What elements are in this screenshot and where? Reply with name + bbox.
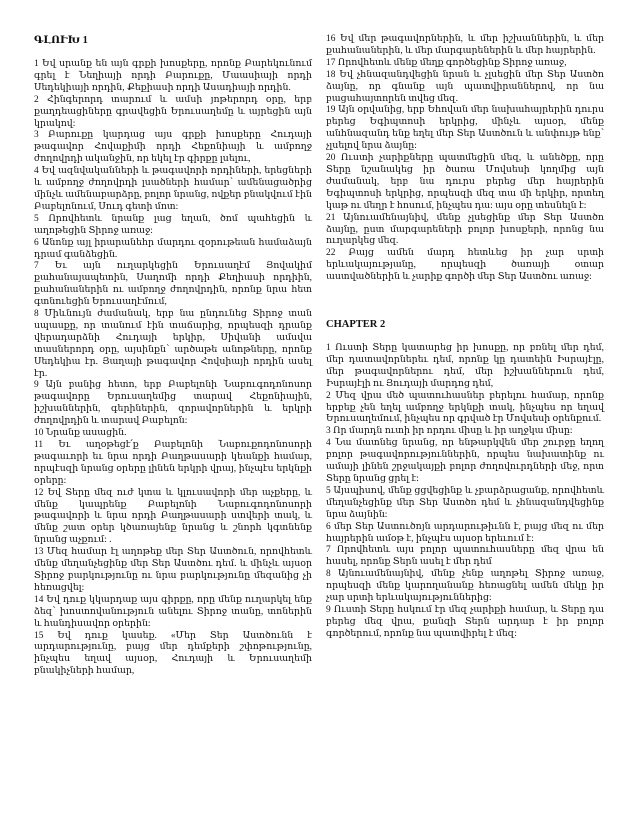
verse: 13 Մեզ համար էլ աղոթեք մեր Տեր Աստծուն, որովհետև մենք մեղանչեցինք մեր Տեր Աստծու դեմ. և մինչև այսօր Տիրոջ բարկությունը ու նրա բարկությունը մեզանից չի հեռացվել: — [34, 547, 312, 593]
verse: 8 Միևնույն ժամանակ, երբ նա ընդունեց Տիրոջ տան սպասքը, որ տանում էին տաճարից, որպեսզի դրանք վերադարձնի Հուդայի երկիր, Սիվանի ամսվա տասներորդ օրը, այսինքն՝ արծաթե անոթները, որոնք Սեդեկիա էր. Յաղայի թագավոր Հովսիայի որդին ասել էր. — [34, 309, 312, 379]
verse: 17 Որովհետև մենք մեղք գործեցինք Տիրոջ առաջ, — [326, 57, 567, 68]
verse: 1 Եվ սրանք են այն գրքի խոսքերը, որոնք Բարեկունում գրել է Նեղիայի որդի Բարուքը, Մաասիայի որդի Սեդեկիայի որդին, Քեքիասի որդի Ասադիայի որդին. — [34, 59, 312, 93]
verse: 8 Այնուամենայնիվ, մենք չենք աղոթել Տիրոջ առաջ, որպեսզի մենք կարողանանք հեռացնել ամեն մեկը իր չար սրտի երևակայություններից: — [326, 569, 604, 604]
verse: 5 Այսպիսով, մենք ցցվեցինք և չբարձրացանք, որովհետև մեղանչեցինք մեր Տեր Աստծո դեմ և չհնազանդվեցինք նրա ձայնին: — [326, 485, 604, 520]
verse: 2 Հինգերորդ տարում և ամսի յոթերորդ օրը, երբ քաղդեացիները գրավեցին Երուսաղեմը և այրեցին այն կրակով: — [34, 94, 312, 129]
verse: 9 Այն բանից հետո, երբ Բաբելոնի Նաբուգոդոնոսոր թագավորը Երուսաղեմից տարավ Հեքոնիային, իշխաններին, գերիներին, զորավորներին և երկրի ժողովրդին և տարավ Բաբելոն: — [34, 380, 312, 427]
verse: 7 Եւ այն ուղարկեցին Երուսաղէմ Յովակիմ քահանայապետին, Սաղոմի որդի Քեղիասի որդիին, քահանաներին ու ամբողջ ժողովրդին, որոնք նրա հետ գտնուեցին Երուսաղէմում, — [34, 261, 312, 308]
document-page — [34, 34, 604, 814]
verse: 19 Այն օրվանից, երբ Եհովան մեր նախահայրերին դուրս բերեց Եգիպտոսի երկրից, մինչև այսօր, մենք անհնազանդ ենք եղել մեր Տեր Աստծուն և անփույթ ենք՝ չլսելով նրա ձայնը: — [326, 105, 604, 152]
verse: 18 Եվ չհնազանդվեցին նրան և չլսեցին մեր Տեր Աստծո ձայնը, որ գնանք այն պատվիրաններով, որ նա բացահայտորեն տվեց մեզ. — [326, 69, 604, 104]
verse: 6 Անոնք այլ իրարանեհր մարդու զօրութեան համաձայն դրամ գանձեցին. — [34, 237, 312, 260]
verse: 22 Բայց ամեն մարդ հետևեց իր չար սրտի երևակայությանը, որպեսզի ծառայի օտար աստվածներին և չարիք գործի մեր Տեր Աստծու առաջ: — [326, 248, 604, 283]
verse: 11 Եւ աղօթեցէ՛ք Բաբելոնի Նաբուքոդոնոսորի թագաւորի եւ նրա որդի Բաղթասարի կեանքի համար, որպէսզի նրանց օրերը լինեն երկրի վրայ, ինչպէս երկնքի օրերը: — [34, 440, 312, 486]
verse: 20 Ուստի չարիքները պատմեցին մեզ, և անեծքը, որը Տերը նշանակեց իր ծառա Մովսեսի կողմից այն ժամանակ, երբ նա դուրս բերեց մեր հայրերին Եգիպտոսի երկրից, որպեսզի մեզ տա մի երկիր, որտեղ կաթ ու մեղր է հոսում, ինչպես դա: այս օրը տեսնելն է: — [326, 153, 604, 211]
verse: 3 Բարուքը կարդաց այս գրքի խոսքերը Հուդայի թագավոր Հովաքիմի որդի Հեքոնիայի և ամբողջ ժողովրդի ականջին, որ եկել էր գիրքը լսելու, — [34, 130, 312, 165]
verse: 14 Եվ դուք կկարդաք այս գիրքը, որը մենք ուղարկել ենք ձեզ՝ խոստովանություն անելու Տիրոջ տանը, տոներին և հանդիսավոր օրերին: — [34, 594, 312, 629]
verse: 4 Եվ ազնվականների և թագավորի որդիների, երեցների և ամբողջ ժողովրդի լսածների համար՝ ամենացածրից մինչև ամենաբարձրը, բոլոր նրանց, ովքեր բնակվում էին Բաբելոնում, Սուդ գետի մոտ: — [34, 166, 312, 212]
verse: 6 մեր Տեր Աստուծոյն արդարութիւնն է, բայց մեզ ու մեր հայրերին ամօթ է, ինչպէս այսօր երեւում է: — [326, 521, 604, 544]
verse: 10 Նրանք ասացին. — [34, 428, 127, 439]
verse: 3 Որ մարդն ուտի իր որդու միսը և իր աղջկա միսը: — [326, 426, 573, 437]
verse: 7 Որովհետև այս բոլոր պատուհասները մեզ վրա են հասել, որոնք Տերն ասել է մեր դեմ — [326, 545, 604, 568]
verse: 5 Որովհետև նրանք լաց եղան, ծոմ պահեցին և աղոթեցին Տիրոջ առաջ: — [34, 213, 312, 236]
verse: 9 Ուստի Տերը հսկում էր մեզ չարիքի համար, և Տերը դա բերեց մեզ վրա, քանզի Տերն արդար է իր բոլոր գործերում, որոնք նա պատվիրել է մեզ: — [326, 604, 604, 639]
verse: 12 Եվ Տերը մեզ ուժ կտա և կլուսավորի մեր աչքերը, և մենք կապրենք Բաբելոնի Նաբուգոդոնոսորի թագավորի և նրա որդի Բաղթասարի ստվերի տակ, և մենք շատ օրեր կծառայենք նրանց և շնորհ կգտնենք նրանց աչքում: . — [34, 487, 312, 546]
verse: 16 Եվ մեր թագավորներին, և մեր իշխաններին, և մեր քահանաներին, և մեր մարգարեներին և մեր հայրերին. — [326, 34, 604, 56]
right-column — [326, 34, 604, 814]
left-column — [34, 34, 312, 814]
verse: 2 Մեզ վրա մեծ պատուհասներ բերելու համար, որոնք երբեք չեն եղել ամբողջ երկնքի տակ, ինչպես որ եղավ Երուսաղեմում, ինչպես որ գրված էր Մովսեսի օրենքում. — [326, 390, 604, 425]
chapter-1-heading: ԳԼՈՒԽ 1 — [34, 35, 88, 46]
verse: 21 Այնուամենայնիվ, մենք չլսեցինք մեր Տեր Աստծո ձայնը, ըստ մարգարեների բոլոր խոսքերի, որոնց նա ուղարկեց մեզ. — [326, 212, 604, 247]
verse: 15 Եվ դուք կասեք. «Մեր Տեր Աստծունն է արդարությունը, բայց մեր դեմքերի շփոթությունը, ինչպես եղավ այսօր, Հուդայի և Երուսաղեմի բնակիչների համար, — [34, 630, 312, 677]
verse: 4 Նա մատնեց նրանց, որ ենթարկվեն մեր շուրջը եղող բոլոր թագավորություններին, որպես նախատինք ու ամայի լինեն շրջակայքի բոլոր ժողովուրդների մեջ, որտ Տերը նրանց ցրել է: — [326, 438, 604, 484]
verse: 1 Ուստի Տերը կատարեց իր խոսքը, որ բռնել մեր դեմ, մեր դատավորներեւ դեմ, որոնք կը դատեին Իսրայէլը, մեր թագավորներու դեմ, մեր իշխաններուն դեմ, Իսրայէլի ու Յուդայի մարդոց դեմ, — [326, 343, 604, 389]
chapter-2-heading: CHAPTER 2 — [326, 319, 386, 331]
